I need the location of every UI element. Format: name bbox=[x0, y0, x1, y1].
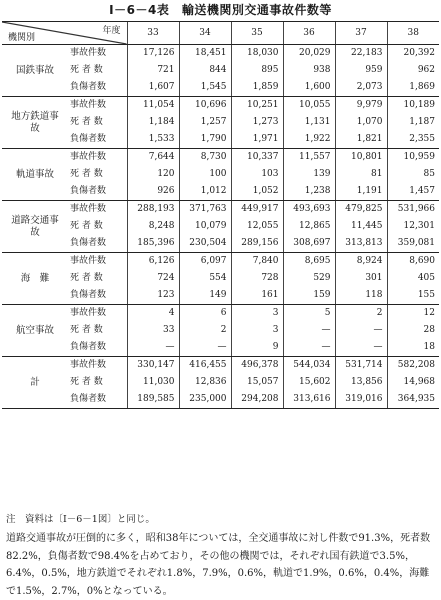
row-label: 事故件数 bbox=[70, 256, 107, 266]
group-label: 地方鉄道事 故 bbox=[2, 97, 68, 149]
value-cell: 313,616 bbox=[283, 391, 335, 409]
value-cell: 189,585 bbox=[127, 391, 179, 409]
value-cell: 12,865 bbox=[283, 218, 335, 235]
value-cell: 364,935 bbox=[387, 391, 439, 409]
value-cell: 161 bbox=[231, 287, 283, 305]
row-label: 事故件数 bbox=[70, 100, 107, 110]
table-row bbox=[2, 235, 439, 253]
table-row bbox=[2, 149, 439, 167]
row-label: 死 者 数 bbox=[70, 65, 103, 75]
value-cell: 6,097 bbox=[179, 253, 231, 271]
value-cell: 1,607 bbox=[127, 79, 179, 97]
value-cell: 1,922 bbox=[283, 131, 335, 149]
value-cell: 1,457 bbox=[387, 183, 439, 201]
value-cell: 7,840 bbox=[231, 253, 283, 271]
value-cell: 544,034 bbox=[283, 357, 335, 375]
value-cell: 289,156 bbox=[231, 235, 283, 253]
value-cell: 531,966 bbox=[387, 201, 439, 219]
year-header: 33 bbox=[127, 22, 179, 45]
value-cell: 11,445 bbox=[335, 218, 387, 235]
value-cell: 33 bbox=[127, 322, 179, 339]
value-cell: 17,126 bbox=[127, 45, 179, 63]
value-cell: 20,029 bbox=[283, 45, 335, 63]
value-cell: 120 bbox=[127, 166, 179, 183]
value-cell: 2 bbox=[179, 322, 231, 339]
value-cell: 529 bbox=[283, 270, 335, 287]
row-label: 事故件数 bbox=[70, 152, 107, 162]
value-cell: 496,378 bbox=[231, 357, 283, 375]
value-cell: 301 bbox=[335, 270, 387, 287]
value-cell: 319,016 bbox=[335, 391, 387, 409]
table-row bbox=[2, 201, 439, 219]
year-header: 35 bbox=[231, 22, 283, 45]
value-cell: 3 bbox=[231, 305, 283, 323]
row-label: 負傷者数 bbox=[68, 131, 127, 149]
value-cell: 1,545 bbox=[179, 79, 231, 97]
value-cell: 1,869 bbox=[387, 79, 439, 97]
value-cell: 1,257 bbox=[179, 114, 231, 131]
value-cell: 895 bbox=[231, 62, 283, 79]
table-row bbox=[2, 131, 439, 149]
row-label: 事故件数 bbox=[70, 48, 107, 58]
group-label: 軌道事故 bbox=[2, 149, 68, 201]
value-cell: 159 bbox=[283, 287, 335, 305]
value-cell: 416,455 bbox=[179, 357, 231, 375]
value-cell: 10,801 bbox=[335, 149, 387, 167]
value-cell: 8,690 bbox=[387, 253, 439, 271]
row-label: 事故件数 bbox=[70, 308, 107, 318]
value-cell: 479,825 bbox=[335, 201, 387, 219]
value-cell: 12,055 bbox=[231, 218, 283, 235]
value-cell: 288,193 bbox=[127, 201, 179, 219]
value-cell: 10,251 bbox=[231, 97, 283, 115]
value-cell: 8,248 bbox=[127, 218, 179, 235]
row-label: 事故件数 bbox=[70, 360, 107, 370]
value-cell: 405 bbox=[387, 270, 439, 287]
row-label: 負傷者数 bbox=[68, 287, 127, 305]
row-label: 死 者 数 bbox=[70, 169, 103, 179]
value-cell: 155 bbox=[387, 287, 439, 305]
body-paragraph: 道路交通事故が圧倒的に多く，昭和38年については，全交通事故に対し件数で91.3%，死者数82.2%，負傷者数で98.4%を占めており，その他の機関では，それぞれ国有鉄道で3.5%，6.4%，0.5%，地方鉄道でそれぞれ1.8%，7.9%，0.6%，軌道で1.9%，0.6%，0.4%，海難で1.5%，2.7%，0%となっている。 bbox=[6, 533, 431, 597]
row-label: 事故件数 bbox=[70, 204, 107, 214]
value-cell: 6 bbox=[179, 305, 231, 323]
value-cell: 10,959 bbox=[387, 149, 439, 167]
value-cell: — bbox=[335, 322, 387, 339]
value-cell: 8,924 bbox=[335, 253, 387, 271]
value-cell: 1,859 bbox=[231, 79, 283, 97]
value-cell: 18,451 bbox=[179, 45, 231, 63]
value-cell: 11,054 bbox=[127, 97, 179, 115]
value-cell: 12,301 bbox=[387, 218, 439, 235]
value-cell: 28 bbox=[387, 322, 439, 339]
year-axis-label: 年度 bbox=[102, 26, 121, 36]
value-cell: 18 bbox=[387, 339, 439, 357]
row-label: 負傷者数 bbox=[68, 339, 127, 357]
value-cell: 15,057 bbox=[231, 374, 283, 391]
table-row bbox=[2, 287, 439, 305]
year-header: 38 bbox=[387, 22, 439, 45]
value-cell: 926 bbox=[127, 183, 179, 201]
table-row bbox=[2, 339, 439, 357]
value-cell: 13,856 bbox=[335, 374, 387, 391]
table-row bbox=[2, 391, 439, 409]
value-cell: 359,081 bbox=[387, 235, 439, 253]
value-cell: 10,055 bbox=[283, 97, 335, 115]
value-cell: 85 bbox=[387, 166, 439, 183]
value-cell: — bbox=[335, 339, 387, 357]
value-cell: 371,763 bbox=[179, 201, 231, 219]
value-cell: 554 bbox=[179, 270, 231, 287]
value-cell: 22,183 bbox=[335, 45, 387, 63]
value-cell: 938 bbox=[283, 62, 335, 79]
value-cell: 531,714 bbox=[335, 357, 387, 375]
value-cell: 1,600 bbox=[283, 79, 335, 97]
value-cell: 493,693 bbox=[283, 201, 335, 219]
value-cell: 1,191 bbox=[335, 183, 387, 201]
table-row bbox=[2, 253, 439, 271]
value-cell: 11,030 bbox=[127, 374, 179, 391]
value-cell: 123 bbox=[127, 287, 179, 305]
value-cell: 1,238 bbox=[283, 183, 335, 201]
value-cell: 1,052 bbox=[231, 183, 283, 201]
value-cell: 10,189 bbox=[387, 97, 439, 115]
value-cell: 20,392 bbox=[387, 45, 439, 63]
table-row bbox=[2, 166, 439, 183]
value-cell: 14,968 bbox=[387, 374, 439, 391]
value-cell: — bbox=[283, 339, 335, 357]
value-cell: 308,697 bbox=[283, 235, 335, 253]
value-cell: 12,836 bbox=[179, 374, 231, 391]
value-cell: 9,979 bbox=[335, 97, 387, 115]
value-cell: 9 bbox=[231, 339, 283, 357]
row-label: 負傷者数 bbox=[68, 235, 127, 253]
value-cell: 1,184 bbox=[127, 114, 179, 131]
table-row bbox=[2, 62, 439, 79]
year-header: 37 bbox=[335, 22, 387, 45]
value-cell: 185,396 bbox=[127, 235, 179, 253]
table-row bbox=[2, 322, 439, 339]
group-label: 計 bbox=[2, 357, 68, 409]
value-cell: 8,695 bbox=[283, 253, 335, 271]
table-row bbox=[2, 45, 439, 63]
row-label: 死 者 数 bbox=[70, 273, 103, 283]
value-cell: 6,126 bbox=[127, 253, 179, 271]
value-cell: 103 bbox=[231, 166, 283, 183]
value-cell: 2 bbox=[335, 305, 387, 323]
value-cell: 2,355 bbox=[387, 131, 439, 149]
value-cell: 449,917 bbox=[231, 201, 283, 219]
value-cell: 1,187 bbox=[387, 114, 439, 131]
row-label: 死 者 数 bbox=[70, 117, 103, 127]
value-cell: 7,644 bbox=[127, 149, 179, 167]
value-cell: 844 bbox=[179, 62, 231, 79]
value-cell: 1,070 bbox=[335, 114, 387, 131]
header-row bbox=[2, 22, 439, 45]
value-cell: 10,696 bbox=[179, 97, 231, 115]
value-cell: 81 bbox=[335, 166, 387, 183]
table-title: I－6－4表 輸送機関別交通事故件数等 bbox=[109, 3, 332, 17]
group-label: 航空事故 bbox=[2, 305, 68, 357]
value-cell: 4 bbox=[127, 305, 179, 323]
value-cell: 2,073 bbox=[335, 79, 387, 97]
row-label: 死 者 数 bbox=[70, 377, 103, 387]
table-row bbox=[2, 357, 439, 375]
value-cell: 728 bbox=[231, 270, 283, 287]
value-cell: 3 bbox=[231, 322, 283, 339]
group-label: 道路交通事 故 bbox=[2, 201, 68, 253]
source-note: 注 資料は〔I－6－1図〕と同じ。 bbox=[6, 514, 155, 525]
value-cell: 149 bbox=[179, 287, 231, 305]
table-body bbox=[2, 45, 439, 409]
value-cell: 11,557 bbox=[283, 149, 335, 167]
value-cell: 962 bbox=[387, 62, 439, 79]
value-cell: 1,971 bbox=[231, 131, 283, 149]
table-row bbox=[2, 97, 439, 115]
value-cell: 1,131 bbox=[283, 114, 335, 131]
value-cell: — bbox=[179, 339, 231, 357]
value-cell: 235,000 bbox=[179, 391, 231, 409]
group-label: 国鉄事故 bbox=[2, 45, 68, 97]
value-cell: 5 bbox=[283, 305, 335, 323]
value-cell: 18,030 bbox=[231, 45, 283, 63]
org-axis-label: 機関別 bbox=[8, 33, 36, 43]
value-cell: 330,147 bbox=[127, 357, 179, 375]
year-header: 36 bbox=[283, 22, 335, 45]
value-cell: 1,012 bbox=[179, 183, 231, 201]
diagonal-header-cell bbox=[2, 22, 127, 45]
value-cell: — bbox=[127, 339, 179, 357]
value-cell: 230,504 bbox=[179, 235, 231, 253]
row-label: 死 者 数 bbox=[70, 221, 103, 231]
value-cell: 100 bbox=[179, 166, 231, 183]
row-label: 負傷者数 bbox=[68, 391, 127, 409]
value-cell: 8,730 bbox=[179, 149, 231, 167]
value-cell: 721 bbox=[127, 62, 179, 79]
value-cell: 313,813 bbox=[335, 235, 387, 253]
table-row bbox=[2, 305, 439, 323]
value-cell: 959 bbox=[335, 62, 387, 79]
value-cell: 118 bbox=[335, 287, 387, 305]
group-label: 海 難 bbox=[2, 253, 68, 305]
value-cell: 294,208 bbox=[231, 391, 283, 409]
row-label: 死 者 数 bbox=[70, 325, 103, 335]
value-cell: 582,208 bbox=[387, 357, 439, 375]
table-row bbox=[2, 183, 439, 201]
value-cell: — bbox=[283, 322, 335, 339]
table-row bbox=[2, 270, 439, 287]
value-cell: 1,273 bbox=[231, 114, 283, 131]
year-header: 34 bbox=[179, 22, 231, 45]
value-cell: 15,602 bbox=[283, 374, 335, 391]
table-row bbox=[2, 79, 439, 97]
row-label: 負傷者数 bbox=[68, 79, 127, 97]
value-cell: 10,079 bbox=[179, 218, 231, 235]
value-cell: 10,337 bbox=[231, 149, 283, 167]
value-cell: 12 bbox=[387, 305, 439, 323]
row-label: 負傷者数 bbox=[68, 183, 127, 201]
value-cell: 1,790 bbox=[179, 131, 231, 149]
value-cell: 724 bbox=[127, 270, 179, 287]
value-cell: 139 bbox=[283, 166, 335, 183]
value-cell: 1,821 bbox=[335, 131, 387, 149]
table-row bbox=[2, 374, 439, 391]
value-cell: 1,533 bbox=[127, 131, 179, 149]
accident-table bbox=[2, 21, 439, 409]
